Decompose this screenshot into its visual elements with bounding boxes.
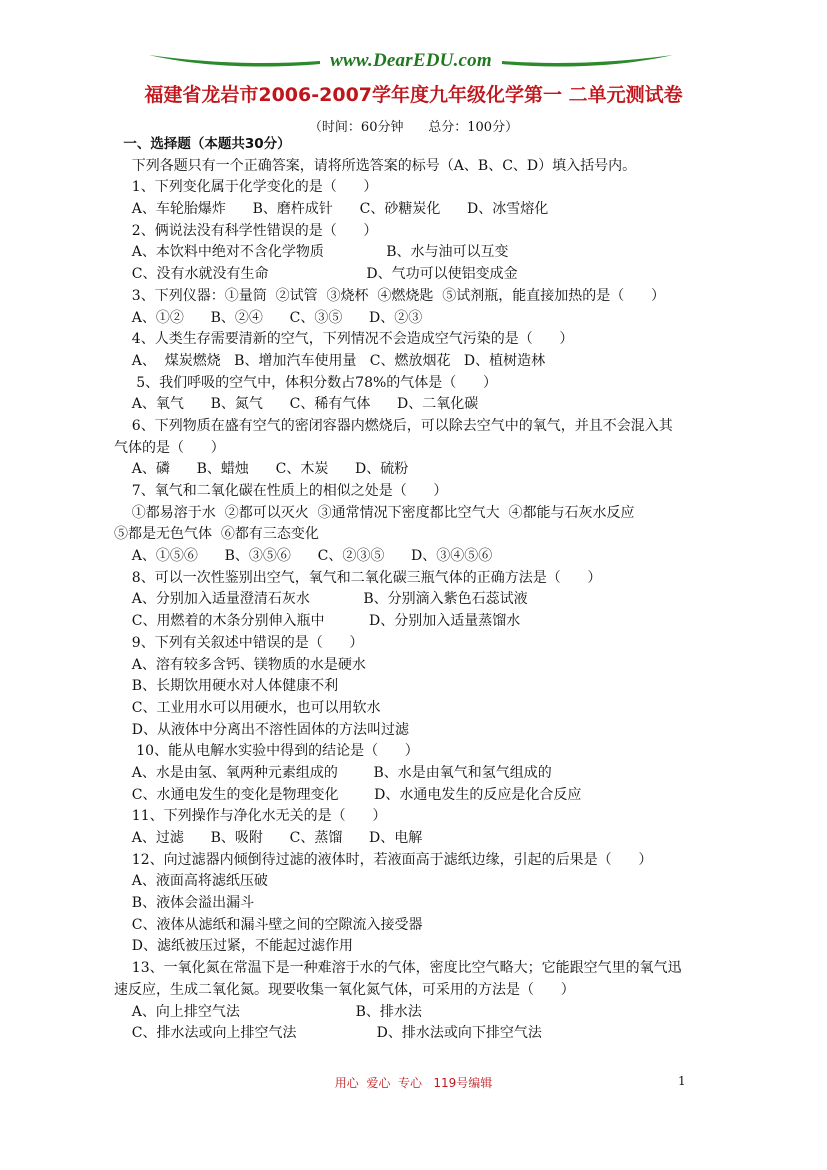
text-line: 13、一氧化氮在常温下是一种难溶于水的气体，密度比空气略大；它能跟空气里的氧气迅	[114, 960, 682, 977]
text-line: 6、下列物质在盛有空气的密闭容器内燃烧后，可以除去空气中的氧气，并且不会混入其	[114, 417, 673, 434]
text-line: C、排水法或向上排空气法 D、排水法或向下排空气法	[114, 1025, 542, 1042]
banner-url-text: www.DearEDU.com	[330, 50, 492, 71]
text-line: 速反应，生成二氧化氮。现要收集一氧化氮气体，可采用的方法是（ ）	[114, 981, 575, 998]
text-line: 下列各题只有一个正确答案，请将所选答案的标号（A、B、C、D）填入括号内。	[114, 157, 637, 174]
exam-time-score: （时间：60分钟 总分：100分）	[308, 120, 519, 135]
text-line: 3、下列仪器：①量筒 ②试管 ③烧杯 ④燃烧匙 ⑤试剂瓶，能直接加热的是（ ）	[114, 287, 666, 304]
document-title: 福建省龙岩市2006-2007学年度九年级化学第一 二单元测试卷	[144, 84, 683, 106]
text-line: 气体的是（ ）	[114, 439, 225, 456]
text-line: ⑤都是无色气体 ⑥都有三态变化	[114, 526, 319, 543]
text-line: A、①② B、②④ C、③⑤ D、②③	[114, 309, 423, 326]
text-line: A、车轮胎爆炸 B、磨杵成针 C、砂糖炭化 D、冰雪熔化	[114, 201, 549, 218]
text-line: 9、下列有关叙述中错误的是（ ）	[114, 634, 364, 651]
text-line: A、氧气 B、氮气 C、稀有气体 D、二氧化碳	[114, 396, 479, 413]
text-line: C、工业用水可以用硬水，也可以用软水	[114, 699, 381, 716]
text-line: 5、我们呼吸的空气中，体积分数占78%的气体是（ ）	[114, 374, 497, 391]
text-line: C、水通电发生的变化是物理变化 D、水通电发生的反应是化合反应	[114, 786, 582, 803]
text-line: 10、能从电解水实验中得到的结论是（ ）	[114, 743, 419, 760]
section-heading: 一、选择题（本题共30分）	[114, 136, 291, 152]
text-line: A、磷 B、蜡烛 C、木炭 D、硫粉	[114, 461, 409, 478]
text-line: D、滤纸被压过紧，不能起过滤作用	[114, 938, 354, 955]
text-line: 8、可以一次性鉴别出空气，氧气和二氧化碳三瓶气体的正确方法是（ ）	[114, 569, 602, 586]
text-line: 12、向过滤器内倾倒待过滤的液体时，若液面高于滤纸边缘，引起的后果是（ ）	[114, 851, 653, 868]
footer-slogan: 用心 爱心 专心 119号编辑	[334, 1076, 493, 1090]
page-footer	[0, 1074, 827, 1094]
text-line: C、液体从滤纸和漏斗壁之间的空隙流入接受器	[114, 916, 423, 933]
text-line: 2、俩说法没有科学性错误的是（ ）	[114, 222, 378, 239]
text-line: C、用燃着的木条分别伸入瓶中 D、分别加入适量蒸馏水	[114, 613, 521, 630]
text-line: D、从液体中分离出不溶性固体的方法叫过滤	[114, 721, 410, 738]
text-line: A、向上排空气法 B、排水法	[114, 1003, 422, 1020]
text-line: A、 煤炭燃烧 B、增加汽车使用量 C、燃放烟花 D、植树造林	[114, 352, 546, 369]
text-line: A、本饮料中绝对不含化学物质 B、水与油可以互变	[114, 244, 509, 261]
text-line: 1、下列变化属于化学变化的是（ ）	[114, 179, 378, 196]
text-line: B、液体会溢出漏斗	[114, 895, 255, 912]
text-line: ①都易溶于水 ②都可以灭火 ③通常情况下密度都比空气大 ④都能与石灰水反应	[114, 504, 635, 521]
text-line: A、水是由氢、氧两种元素组成的 B、水是由氧气和氢气组成的	[114, 764, 552, 781]
page-number: 1	[678, 1074, 686, 1088]
site-banner	[145, 47, 677, 77]
text-line: A、溶有较多含钙、镁物质的水是硬水	[114, 656, 366, 673]
text-line: A、分别加入适量澄清石灰水 B、分别滴入紫色石蕊试液	[114, 591, 528, 608]
text-line: A、液面高将滤纸压破	[114, 873, 268, 890]
text-line: 11、下列操作与净化水无关的是（ ）	[114, 808, 387, 825]
text-line: C、没有水就没有生命 D、气功可以使铝变成金	[114, 266, 518, 283]
text-line: 4、人类生存需要清新的空气，下列情况不会造成空气污染的是（ ）	[114, 331, 574, 348]
question-body	[114, 134, 724, 1045]
text-line: B、长期饮用硬水对人体健康不利	[114, 678, 339, 695]
text-line: A、①⑤⑥ B、③⑤⑥ C、②③⑤ D、③④⑤⑥	[114, 548, 493, 565]
text-line: 7、氧气和二氧化碳在性质上的相似之处是（ ）	[114, 483, 448, 499]
text-line: A、过滤 B、吸附 C、蒸馏 D、电解	[114, 830, 423, 846]
